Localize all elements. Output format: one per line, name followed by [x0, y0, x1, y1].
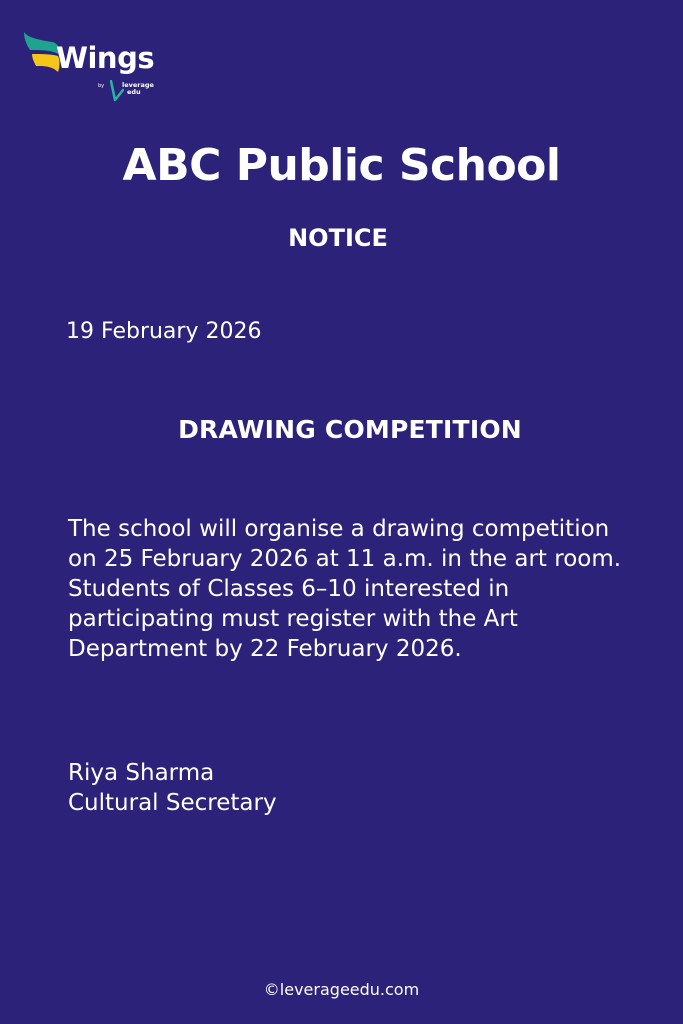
leverage-edu-logo	[110, 80, 160, 104]
partner-line2: edu	[127, 88, 141, 96]
notice-subject: DRAWING COMPETITION	[178, 415, 522, 444]
body-paragraph: Students of Classes 6–10 interested in participating must register with the Art Department by 22 February 2026.	[68, 576, 518, 662]
wings-logo	[22, 30, 162, 106]
signatory-designation: Cultural Secretary	[68, 790, 277, 816]
footer-copyright: ©leverageedu.com	[263, 980, 420, 999]
body-paragraph: The school will organise a drawing competition on 25 February 2026 at 11 a.m. in the art room.	[68, 516, 622, 572]
notice-date: 19 February 2026	[66, 319, 262, 344]
notice-label: NOTICE	[288, 224, 388, 252]
logo-wordmark: Wings	[56, 41, 155, 75]
notice-body	[68, 514, 628, 664]
signature-block	[68, 758, 277, 818]
signatory-name: Riya Sharma	[68, 760, 215, 786]
partner-line1: leverage	[122, 81, 154, 89]
school-name: ABC Public School	[122, 140, 561, 191]
logo-by-text: by	[98, 83, 105, 89]
